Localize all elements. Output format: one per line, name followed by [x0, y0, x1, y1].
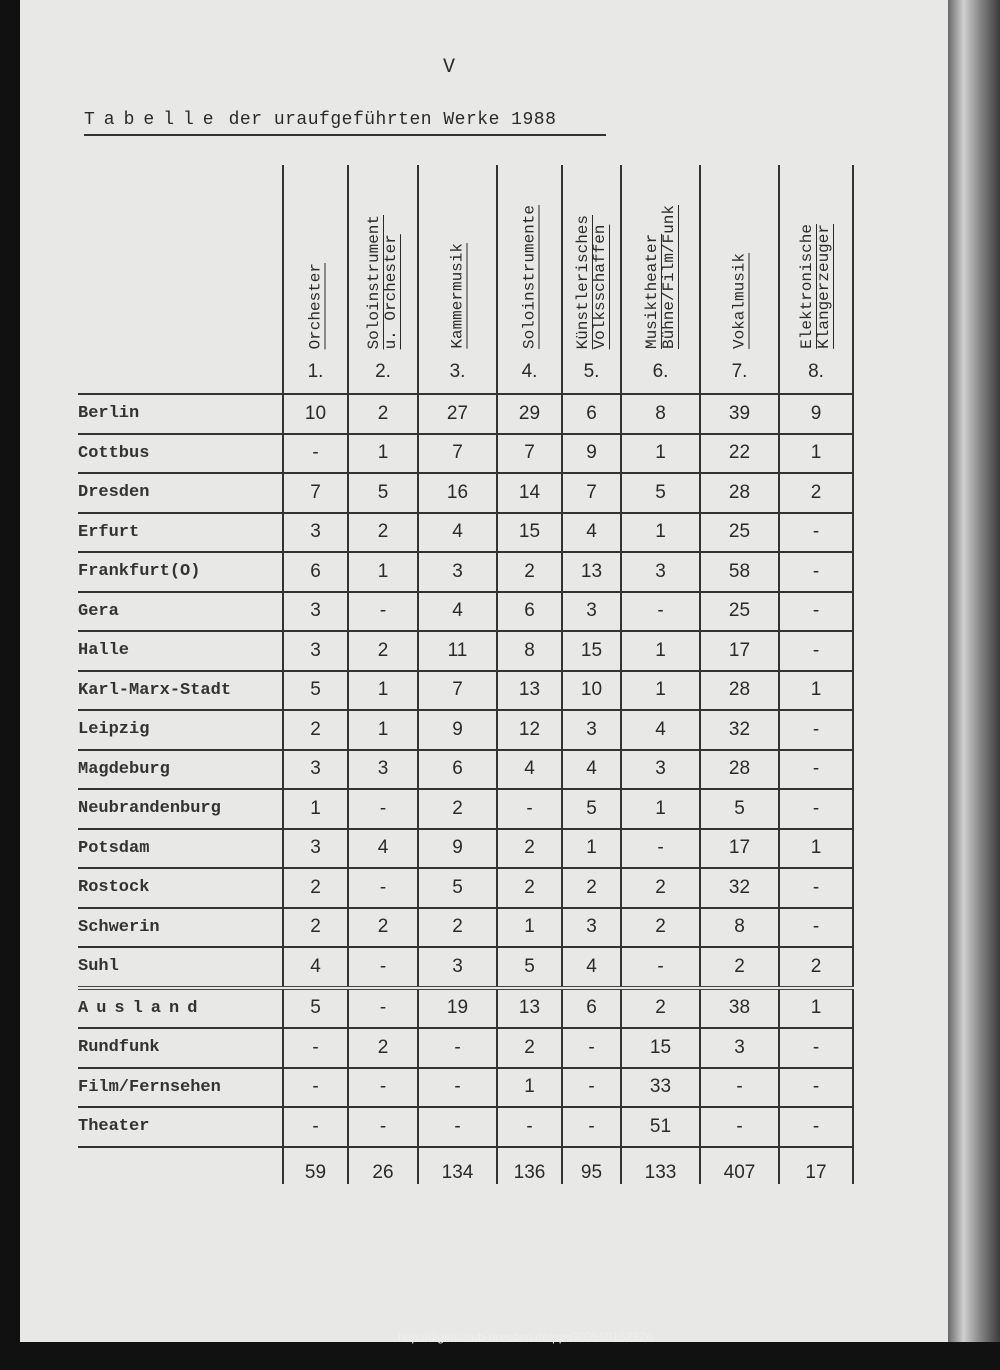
- table-cell: 2: [497, 1028, 562, 1068]
- row-label: Film/Fernsehen: [78, 1068, 283, 1108]
- table-cell: 2: [497, 868, 562, 908]
- column-title: [366, 215, 400, 349]
- row-label: Ausland: [78, 988, 283, 1029]
- table-cell: 6: [283, 552, 348, 592]
- table-cell: 1: [348, 671, 418, 711]
- table-cell: 4: [348, 829, 418, 869]
- table-cell: 1: [348, 434, 418, 474]
- column-title-line: Orchester: [306, 262, 324, 349]
- table-row: [78, 631, 853, 671]
- table-cell: 19: [418, 988, 497, 1029]
- table-cell: 1: [497, 908, 562, 948]
- table-cell: 25: [700, 513, 779, 553]
- title-rest: der uraufgeführten Werke 1988: [228, 110, 557, 130]
- table-row: [78, 710, 853, 750]
- total-cell: 133: [621, 1147, 700, 1184]
- table-cell: 9: [779, 394, 853, 434]
- table-cell: -: [779, 1107, 853, 1147]
- table-cell: 5: [283, 988, 348, 1029]
- column-title: [575, 215, 609, 349]
- row-label: Erfurt: [78, 513, 283, 553]
- column-number: 6.: [652, 361, 669, 382]
- total-cell: 134: [418, 1147, 497, 1184]
- table-cell: -: [779, 908, 853, 948]
- table-cell: 16: [418, 473, 497, 513]
- row-label: Berlin: [78, 394, 283, 434]
- table-row: [78, 868, 853, 908]
- table-cell: 5: [348, 473, 418, 513]
- table-cell: 13: [562, 552, 621, 592]
- table-cell: 15: [497, 513, 562, 553]
- table-cell: -: [779, 513, 853, 553]
- table-cell: -: [562, 1028, 621, 1068]
- table-cell: -: [700, 1068, 779, 1108]
- row-label: Theater: [78, 1107, 283, 1147]
- column-number: 4.: [521, 361, 538, 382]
- row-label: Magdeburg: [78, 750, 283, 790]
- row-label: Dresden: [78, 473, 283, 513]
- row-label: Frankfurt(O): [78, 552, 283, 592]
- total-cell: 26: [348, 1147, 418, 1184]
- table-cell: -: [779, 552, 853, 592]
- column-title: [521, 205, 538, 349]
- table-cell: 1: [621, 789, 700, 829]
- table-cell: 3: [700, 1028, 779, 1068]
- table-cell: 1: [621, 434, 700, 474]
- table-cell: 2: [348, 394, 418, 434]
- column-number: 3.: [449, 361, 466, 382]
- table-cell: 3: [283, 592, 348, 632]
- table-cell: 2: [779, 947, 853, 988]
- column-number: 1.: [307, 361, 324, 382]
- row-label: Cottbus: [78, 434, 283, 474]
- table-cell: 1: [562, 829, 621, 869]
- table-cell: 2: [283, 868, 348, 908]
- table-cell: -: [418, 1107, 497, 1147]
- column-number: 8.: [808, 361, 824, 382]
- table-cell: 9: [418, 710, 497, 750]
- table-cell: 5: [283, 671, 348, 711]
- table-cell: 1: [779, 988, 853, 1029]
- table-cell: -: [700, 1107, 779, 1147]
- column-header: [700, 165, 779, 394]
- row-label: Karl-Marx-Stadt: [78, 671, 283, 711]
- table-cell: 1: [348, 710, 418, 750]
- table-cell: -: [779, 868, 853, 908]
- table-cell: 7: [418, 434, 497, 474]
- table-cell: -: [283, 1068, 348, 1108]
- table-cell: -: [418, 1068, 497, 1108]
- column-title-line: Soloinstrument: [365, 214, 383, 349]
- table-row: [78, 592, 853, 632]
- table-cell: -: [497, 789, 562, 829]
- total-cell: 136: [497, 1147, 562, 1184]
- table-cell: 9: [418, 829, 497, 869]
- column-header: [621, 165, 700, 394]
- table-cell: 12: [497, 710, 562, 750]
- column-title-line: Vokalmusik: [730, 252, 748, 349]
- table-cell: 10: [283, 394, 348, 434]
- table-cell: 28: [700, 473, 779, 513]
- table-cell: 28: [700, 750, 779, 790]
- table-row: [78, 829, 853, 869]
- table-cell: 13: [497, 988, 562, 1029]
- table-cell: 2: [621, 988, 700, 1029]
- header-row: [78, 165, 853, 394]
- table-cell: 15: [621, 1028, 700, 1068]
- table-cell: -: [779, 592, 853, 632]
- table-cell: 2: [497, 829, 562, 869]
- table-row: [78, 1028, 853, 1068]
- total-cell: 59: [283, 1147, 348, 1184]
- table-cell: -: [348, 947, 418, 988]
- table-cell: -: [348, 1068, 418, 1108]
- table-cell: -: [418, 1028, 497, 1068]
- column-number: 5.: [583, 361, 600, 382]
- total-cell: 95: [562, 1147, 621, 1184]
- table-cell: 4: [418, 592, 497, 632]
- table-cell: -: [348, 988, 418, 1029]
- table-row: [78, 473, 853, 513]
- table-cell: 38: [700, 988, 779, 1029]
- row-label: Suhl: [78, 947, 283, 988]
- table-cell: 7: [283, 473, 348, 513]
- totals-label-cell: [78, 1147, 283, 1184]
- table-cell: -: [497, 1107, 562, 1147]
- table-cell: 5: [562, 789, 621, 829]
- column-header: [418, 165, 497, 394]
- table-cell: 3: [348, 750, 418, 790]
- table-cell: 7: [562, 473, 621, 513]
- table-cell: 2: [418, 789, 497, 829]
- table-cell: 33: [621, 1068, 700, 1108]
- table-cell: 2: [283, 710, 348, 750]
- table-cell: 1: [497, 1068, 562, 1108]
- table-cell: 51: [621, 1107, 700, 1147]
- column-header: [497, 165, 562, 394]
- row-label: Schwerin: [78, 908, 283, 948]
- table-cell: 6: [562, 988, 621, 1029]
- table-cell: -: [621, 829, 700, 869]
- table-cell: 4: [621, 710, 700, 750]
- table-cell: 6: [418, 750, 497, 790]
- table-cell: 3: [283, 750, 348, 790]
- column-title: [799, 224, 833, 349]
- column-title-line: Bühne/Film/Funk: [659, 204, 678, 349]
- table-cell: 1: [779, 434, 853, 474]
- column-title-line: Künstlerisches: [573, 214, 592, 349]
- column-title: [731, 253, 748, 349]
- table-row: [78, 988, 853, 1029]
- column-title-line: Elektronische: [798, 224, 816, 349]
- row-label: Rostock: [78, 868, 283, 908]
- table-cell: 32: [700, 710, 779, 750]
- table-cell: -: [621, 592, 700, 632]
- header-label-cell: [78, 165, 283, 394]
- table-cell: -: [779, 1068, 853, 1108]
- column-title-line: Musiktheater: [642, 233, 661, 349]
- row-label: Potsdam: [78, 829, 283, 869]
- table-cell: 3: [418, 552, 497, 592]
- table-row: [78, 671, 853, 711]
- table-row: [78, 1068, 853, 1108]
- table-cell: 2: [621, 868, 700, 908]
- total-cell: 17: [779, 1147, 853, 1184]
- column-title-line: Klangerzeuger: [815, 224, 833, 349]
- column-title: [449, 243, 466, 349]
- table-cell: 2: [621, 908, 700, 948]
- table-cell: -: [283, 434, 348, 474]
- table-cell: 2: [562, 868, 621, 908]
- table-cell: 5: [700, 789, 779, 829]
- table-cell: 17: [700, 631, 779, 671]
- column-number: 2.: [375, 361, 391, 382]
- table-row: [78, 434, 853, 474]
- table-cell: 8: [700, 908, 779, 948]
- column-title: [307, 263, 324, 349]
- table-cell: 11: [418, 631, 497, 671]
- table-row: [78, 750, 853, 790]
- row-label: Gera: [78, 592, 283, 632]
- table-cell: 1: [621, 631, 700, 671]
- table-cell: 3: [283, 513, 348, 553]
- table-row: [78, 947, 853, 988]
- table-cell: 3: [283, 631, 348, 671]
- column-header: [779, 165, 853, 394]
- table-cell: -: [779, 750, 853, 790]
- total-cell: 407: [700, 1147, 779, 1184]
- table-cell: 5: [621, 473, 700, 513]
- table-cell: 5: [497, 947, 562, 988]
- table-cell: -: [348, 789, 418, 829]
- table-cell: 1: [779, 829, 853, 869]
- table-cell: 2: [779, 473, 853, 513]
- table-cell: 29: [497, 394, 562, 434]
- table-cell: 3: [283, 829, 348, 869]
- table-cell: 2: [348, 908, 418, 948]
- table-cell: 7: [497, 434, 562, 474]
- row-label: Leipzig: [78, 710, 283, 750]
- table-cell: 4: [562, 750, 621, 790]
- table-cell: 1: [621, 513, 700, 553]
- table-cell: 1: [621, 671, 700, 711]
- table-cell: 17: [700, 829, 779, 869]
- table-cell: -: [348, 868, 418, 908]
- row-label: Halle: [78, 631, 283, 671]
- table-cell: 15: [562, 631, 621, 671]
- row-label: Rundfunk: [78, 1028, 283, 1068]
- page-edge: [948, 0, 1000, 1342]
- table-cell: 2: [348, 1028, 418, 1068]
- table-cell: 2: [348, 631, 418, 671]
- table-cell: 3: [621, 552, 700, 592]
- table-cell: -: [779, 789, 853, 829]
- column-title-line: Soloinstrumente: [520, 204, 538, 349]
- table-cell: 14: [497, 473, 562, 513]
- table-cell: 8: [497, 631, 562, 671]
- table-cell: 1: [779, 671, 853, 711]
- table-cell: 3: [562, 908, 621, 948]
- table-title: [84, 110, 606, 136]
- table-cell: -: [348, 592, 418, 632]
- table-cell: -: [621, 947, 700, 988]
- table-cell: 22: [700, 434, 779, 474]
- table-cell: 39: [700, 394, 779, 434]
- table-cell: -: [779, 710, 853, 750]
- footer-url: http://digital.slub-dresden.de/ppn3035601622Z6: [398, 1330, 653, 1344]
- table-row: [78, 789, 853, 829]
- table-cell: 6: [497, 592, 562, 632]
- table-cell: 2: [497, 552, 562, 592]
- table-cell: 3: [562, 592, 621, 632]
- page-number: V: [443, 56, 456, 79]
- table-cell: 10: [562, 671, 621, 711]
- table-cell: 1: [348, 552, 418, 592]
- table-cell: 4: [562, 947, 621, 988]
- column-header: [348, 165, 418, 394]
- table-cell: 6: [562, 394, 621, 434]
- table-cell: -: [562, 1068, 621, 1108]
- column-title-line: Kammermusik: [448, 243, 466, 349]
- table-cell: 4: [497, 750, 562, 790]
- column-title: [644, 205, 678, 349]
- table-cell: 13: [497, 671, 562, 711]
- totals-row: [78, 1147, 853, 1184]
- table-cell: -: [779, 631, 853, 671]
- table-cell: 32: [700, 868, 779, 908]
- table-cell: 28: [700, 671, 779, 711]
- title-spaced: Tabelle: [84, 110, 223, 130]
- row-label: Neubrandenburg: [78, 789, 283, 829]
- table-cell: 2: [418, 908, 497, 948]
- table-cell: 3: [621, 750, 700, 790]
- table-row: [78, 513, 853, 553]
- table-cell: -: [283, 1028, 348, 1068]
- works-table: [78, 165, 854, 1184]
- table-row: [78, 908, 853, 948]
- table-cell: 7: [418, 671, 497, 711]
- table-cell: 25: [700, 592, 779, 632]
- table-cell: 27: [418, 394, 497, 434]
- table-cell: 2: [700, 947, 779, 988]
- table-cell: -: [779, 1028, 853, 1068]
- column-header: [562, 165, 621, 394]
- table-cell: -: [348, 1107, 418, 1147]
- table-row: [78, 1107, 853, 1147]
- table-cell: -: [562, 1107, 621, 1147]
- column-title-line: u. Orchester: [382, 233, 400, 349]
- table-cell: 9: [562, 434, 621, 474]
- table-cell: 5: [418, 868, 497, 908]
- table-cell: 4: [418, 513, 497, 553]
- table-cell: -: [283, 1107, 348, 1147]
- table-cell: 4: [283, 947, 348, 988]
- table-row: [78, 552, 853, 592]
- table-cell: 3: [562, 710, 621, 750]
- table-cell: 8: [621, 394, 700, 434]
- table-cell: 2: [283, 908, 348, 948]
- table-cell: 2: [348, 513, 418, 553]
- table-cell: 4: [562, 513, 621, 553]
- column-number: 7.: [731, 361, 748, 382]
- table-cell: 58: [700, 552, 779, 592]
- column-title-line: Volksschaffen: [590, 224, 609, 349]
- table-cell: 1: [283, 789, 348, 829]
- table-cell: 3: [418, 947, 497, 988]
- table-row: [78, 394, 853, 434]
- column-header: [283, 165, 348, 394]
